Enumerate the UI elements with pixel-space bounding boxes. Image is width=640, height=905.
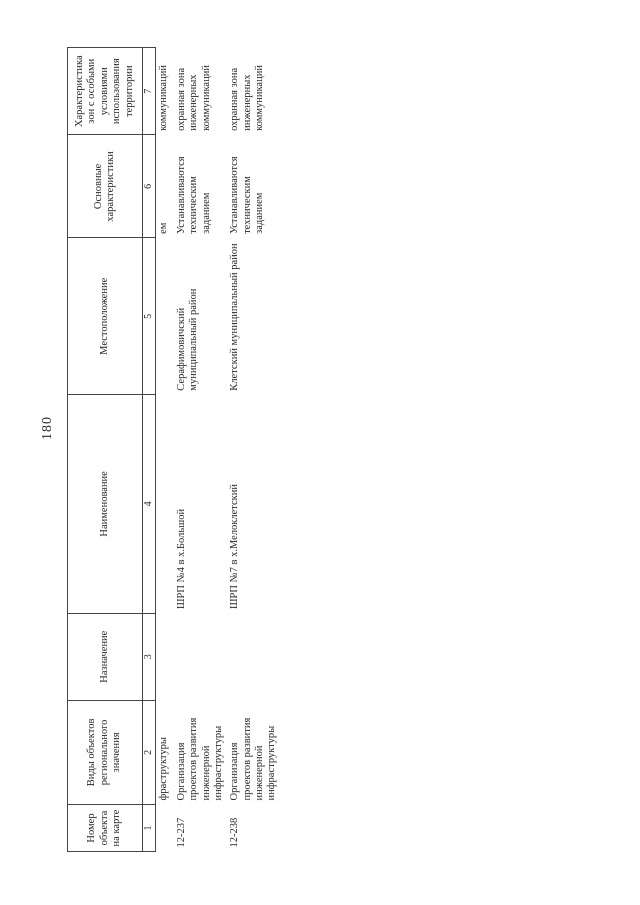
column-number: 4 bbox=[143, 395, 156, 613]
column-number: 2 bbox=[143, 700, 156, 804]
header-name: Наименование bbox=[68, 395, 143, 613]
cell-purpose bbox=[155, 613, 174, 700]
continuation-row bbox=[155, 48, 174, 852]
cell-kind: Организация проектов развития инженерной инфраструктуры bbox=[229, 717, 278, 801]
cell-kind: Организация проектов развития инженерной инфраструктуры bbox=[175, 717, 224, 801]
column-number: 1 bbox=[143, 804, 156, 851]
header-zone: Характеристика зон с особыми условиями использования территории bbox=[68, 48, 143, 135]
header-object-kind: Виды объектов регионального значения bbox=[68, 700, 143, 804]
header-purpose: Назначение bbox=[68, 613, 143, 700]
cell-zone: коммуникаций bbox=[157, 65, 169, 131]
column-number: 3 bbox=[143, 613, 156, 700]
table-header-row bbox=[68, 48, 143, 852]
cell-characteristics: Устанавливаются техническим заданием bbox=[175, 156, 212, 234]
registry-table-rotated bbox=[67, 47, 278, 852]
column-number: 7 bbox=[143, 48, 156, 135]
header-characteristics: Основные характеристики bbox=[68, 135, 143, 238]
cell-zone: охранная зона инженерных коммуникаций bbox=[229, 65, 266, 131]
cell-zone: охранная зона инженерных коммуникаций bbox=[175, 65, 212, 131]
column-number: 6 bbox=[143, 135, 156, 238]
cell-location: Серафимовичский муниципальный район bbox=[175, 288, 200, 391]
cell-purpose bbox=[174, 613, 228, 700]
cell-number bbox=[155, 804, 174, 851]
cell-name: ШРП №7 в х.Мелоклетский bbox=[229, 483, 241, 610]
cell-location: Клетский муниципальный район bbox=[229, 243, 241, 391]
table-row bbox=[227, 48, 281, 852]
cell-purpose bbox=[227, 613, 281, 700]
column-number-row bbox=[143, 48, 156, 852]
cell-characteristics: Устанавливаются техническим заданием bbox=[229, 156, 266, 234]
page-number: 180 bbox=[40, 416, 55, 440]
cell-kind: фраструктуры bbox=[157, 737, 169, 801]
cell-name bbox=[155, 395, 174, 613]
cell-number: 12-237 bbox=[175, 817, 187, 848]
header-location: Местоположение bbox=[68, 238, 143, 395]
registry-table bbox=[67, 47, 281, 852]
header-object-number: Номер объекта на карте bbox=[68, 804, 143, 851]
cell-characteristics: ем bbox=[157, 222, 169, 234]
cell-name: ШРП №4 в х.Большой bbox=[175, 508, 187, 610]
cell-number: 12-238 bbox=[229, 817, 241, 848]
table-row bbox=[174, 48, 228, 852]
column-number: 5 bbox=[143, 238, 156, 395]
cell-location bbox=[155, 238, 174, 395]
